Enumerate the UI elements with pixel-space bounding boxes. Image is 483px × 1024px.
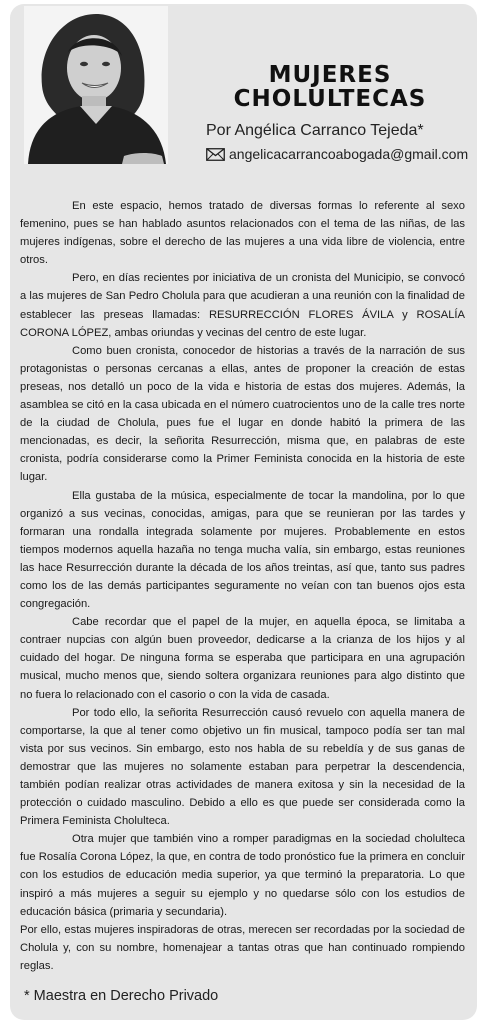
paragraph: Como buen cronista, conocedor de historias a través de la narración de sus protagonistas o personas cercanas a ellas, antes de proponer la creación de estas preseas, nos detalló un poco de la vida e historia de estas dos mujeres. Además, la asamblea se citó en la casa ubicada en el número cuatrocientos uno de la calle tres norte de la ciudad de Cholula, pues fue el lugar en donde habitó la primera de las mencionadas, es decir, la señorita Resurrección, misma que, en palabras de este cronista, podría considerarse como la Primer Feminista conocida en la historia de este lugar. <box>20 344 465 484</box>
envelope-icon <box>206 148 225 161</box>
author-footnote: * Maestra en Derecho Privado <box>24 988 219 1004</box>
author-email: angelicacarrancoabogada@gmail.com <box>229 146 469 162</box>
column-title-line1: MUJERES <box>268 62 392 88</box>
author-photo <box>24 6 168 164</box>
author-portrait-icon <box>24 6 168 164</box>
paragraph: Por ello, estas mujeres inspiradoras de otras, merecen ser recordadas por la sociedad de Cholula y, con su nombre, homenajear a tantas otras que han continuado rompiendo reglas. <box>20 923 465 972</box>
column-title-line2: CHOLULTECAS <box>233 86 427 112</box>
email-row <box>206 146 468 162</box>
paragraph: Ella gustaba de la música, especialmente de tocar la mandolina, por lo que organizó a sus vecinas, conocidas, amigas, para que se reunieran por las tardes y formaran una rondalla integrada solamente por mujeres. Probablemente en estos tiempos modernos aquella hazaña no tenga mucha valía, sin embargo, estas reuniones las hace Resurrección durante la década de los años treintas, así que, tanto sus padres como los de las demás participantes seguramente no veían con tan buenos ojos esta congregación. <box>20 489 465 611</box>
paragraph: En este espacio, hemos tratado de diversas formas lo referente al sexo femenino, pues se han hablado asuntos relacionados con el tema de las niñas, de las mujeres indígenas, sobre el derecho de las mujeres a una vida libre de violencia, entre otros. <box>20 200 465 267</box>
paragraph: Por todo ello, la señorita Resurrección causó revuelo con aquella manera de comportarse, la que al tener como objetivo un fin musical, tampoco podía ser tan mal vista por sus vecinos. Sin embargo, esto nos habla de su rebeldía y de sus ganas de demostrar que las mujeres no solamente estaban para perpetrar la descendencia, también podían realizar otras actividades de manera exitosa y sin la necesidad de la protección o cuidado masculino. Debido a ello es que puede ser considerada como la Primera Feminista Cholulteca. <box>20 706 465 828</box>
author-byline: Por Angélica Carranco Tejeda* <box>206 122 424 139</box>
paragraph: Cabe recordar que el papel de la mujer, en aquella época, se limitaba a contraer nupcias con algún buen proveedor, dedicarse a la crianza de los hijos y al cuidado del hogar. De ninguna forma se esperaba que participara en una agrupación musical, mucho menos que, siendo soltera organizara reuniones para algo distinto que no fuera lo relacionado con el casorio o con la vida de casada. <box>20 616 465 701</box>
article-body <box>20 197 465 975</box>
paragraph: Pero, en días recientes por iniciativa de un cronista del Municipio, se convocó a las mujeres de San Pedro Cholula para que acudieran a una reunión con la finalidad de establecer las preseas llamadas: RESURRECCIÓN FLORES ÁVILA y ROSALÍA CORONA LÓPEZ, ambas oriundas y vecinas del centro de este lugar. <box>20 272 465 339</box>
paragraph: Otra mujer que también vino a romper paradigmas en la sociedad cholulteca fue Rosalía Corona López, la que, en contra de todo pronóstico fue la primera en concluir con los estudios de educación media superior, ya que terminó la preparatoria. Lo que inspiró a más mujeres a seguir su ejemplo y no quedarse sólo con los estudios de educación básica (primaria y secundaria). <box>20 833 465 918</box>
